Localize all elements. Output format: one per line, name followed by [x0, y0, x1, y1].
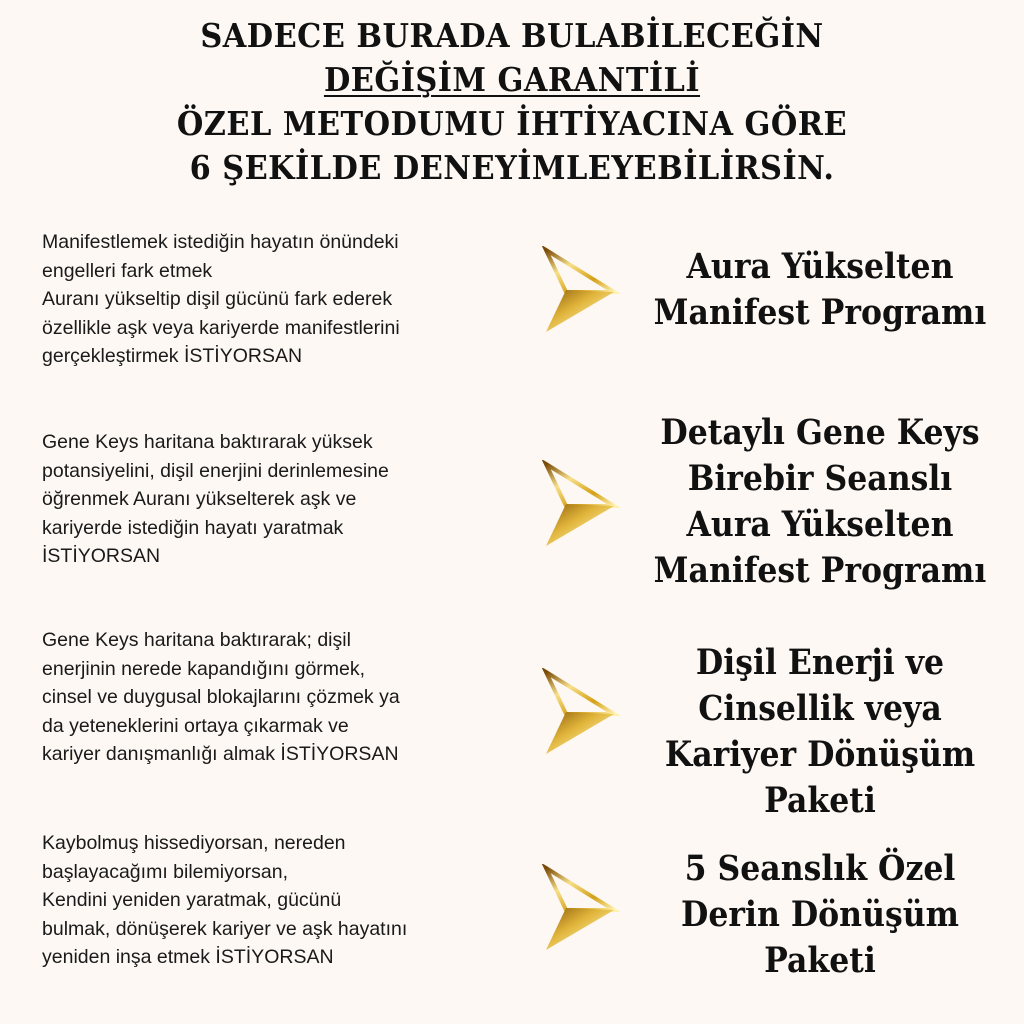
program-title [649, 640, 991, 824]
program-title-line: Manifest Programı [653, 292, 987, 333]
program-title-line: Paketi [764, 940, 876, 981]
description-line: kariyerde istediğin hayatı yaratmak [42, 516, 344, 539]
headline-line-4: 6 ŞEKİLDE DENEYİMLEYEBİLİRSİN. [189, 148, 835, 187]
description-line: cinsel ve duygusal blokajlarını çözmek ya [42, 686, 400, 708]
program-title-line: Manifest Programı [653, 550, 987, 591]
offer-description [42, 626, 512, 769]
program-title-line: Birebir Seanslı [687, 458, 953, 499]
description-line: Manifestlemek istediğin hayatın önündeki [42, 231, 399, 253]
gold-arrow-right-icon [540, 460, 620, 550]
description-line: öğrenmek Auranı yükselterek aşk ve [42, 488, 357, 510]
program-title-line: Paketi [764, 780, 876, 821]
headline [41, 14, 983, 190]
description-line: gerçekleştirmek İSTİYORSAN [42, 345, 303, 367]
headline-line-1: SADECE BURADA BULABİLECEĞİN [200, 16, 824, 55]
description-line: yeniden inşa etmek İSTİYORSAN [42, 946, 334, 968]
description-line: İSTİYORSAN [42, 545, 161, 567]
description-line: bulmak, dönüşerek kariyer ve aşk hayatını [42, 917, 408, 940]
description-line: kariyer danışmanlığı almak İSTİYORSAN [42, 743, 399, 765]
offer-description [42, 228, 512, 371]
description-line: Kaybolmuş hissediyorsan, nereden [42, 832, 346, 854]
program-title [649, 846, 991, 984]
offer-description [42, 428, 512, 571]
description-line: Auranı yükseltip dişil gücünü fark ederek [42, 288, 393, 310]
description-line: da yeteneklerini ortaya çıkarmak ve [42, 714, 349, 737]
gold-arrow-right-icon [540, 246, 620, 336]
program-title-line: Dişil Enerji ve [695, 642, 945, 683]
program-title-line: Aura Yükselten [686, 504, 954, 545]
description-line: enerjinin nerede kapandığını görmek, [42, 657, 366, 680]
program-title [649, 244, 991, 336]
gold-arrow-right-icon [540, 864, 620, 954]
offer-description [42, 829, 512, 972]
program-title-line: Detaylı Gene Keys [660, 412, 980, 453]
program-title [649, 410, 991, 594]
description-line: potansiyelini, dişil enerjini derinlemesine [42, 459, 389, 482]
description-line: özellikle aşk veya kariyerde manifestlerini [42, 316, 400, 339]
headline-line-2-underlined: DEĞİŞİM GARANTİLİ [323, 60, 701, 99]
program-title-line: Aura Yükselten [686, 246, 954, 287]
description-line: Kendini yeniden yaratmak, gücünü [42, 889, 342, 911]
headline-line-3: ÖZEL METODUMU İHTİYACINA GÖRE [176, 104, 848, 143]
description-line: başlayacağımı bilemiyorsan, [42, 860, 289, 883]
description-line: engelleri fark etmek [42, 259, 213, 282]
program-title-line: 5 Seanslık Özel [684, 848, 956, 889]
program-title-line: Kariyer Dönüşüm [664, 734, 976, 775]
description-line: Gene Keys haritana baktırarak yüksek [42, 431, 373, 453]
gold-arrow-right-icon [540, 668, 620, 758]
description-line: Gene Keys haritana baktırarak; dişil [42, 629, 351, 651]
program-title-line: Derin Dönüşüm [681, 894, 959, 935]
program-title-line: Cinsellik veya [698, 688, 942, 729]
